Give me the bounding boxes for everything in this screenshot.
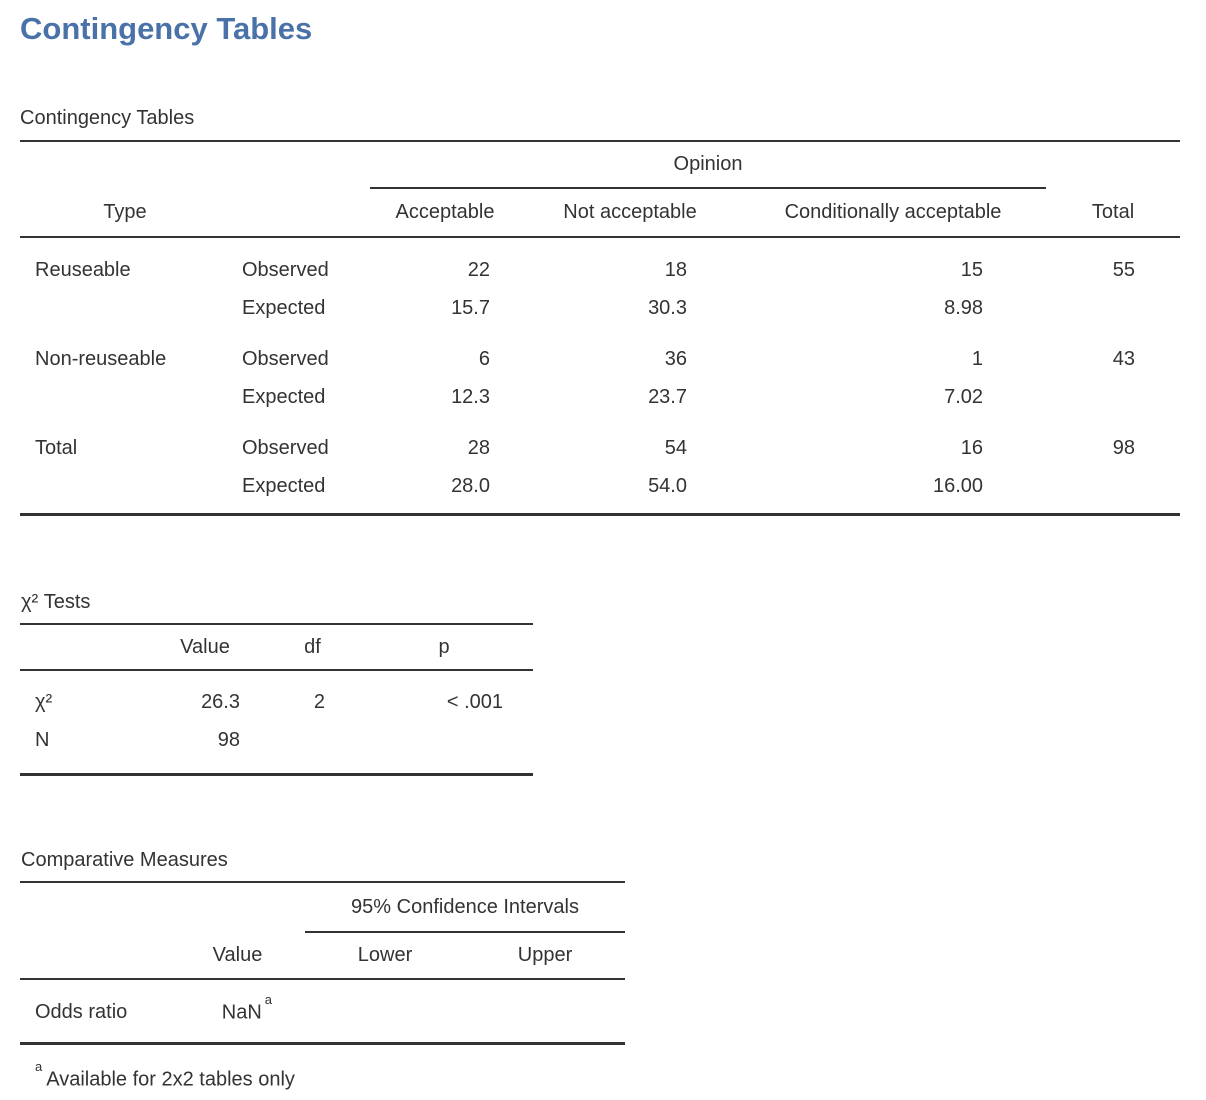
cell-total: 43 xyxy=(1112,347,1136,370)
table-row-nonreuseable-observed xyxy=(20,327,1180,378)
cell-df xyxy=(270,721,355,775)
footnote-marker: a xyxy=(264,992,272,1008)
measure-label: Odds ratio xyxy=(35,1000,128,1023)
statistic-label: N xyxy=(35,728,50,751)
cell-conditionally-acceptable: 16.00 xyxy=(932,474,984,497)
cell-value: 98 xyxy=(217,728,240,751)
footnote-marker: a xyxy=(35,1059,43,1074)
cell-not-acceptable: 54 xyxy=(664,436,687,459)
cell-not-acceptable: 30.3 xyxy=(648,296,687,319)
col-header-measure xyxy=(20,932,170,979)
opinion-spanner-header: Opinion xyxy=(370,141,1046,188)
cell-value: 26.3 xyxy=(201,690,240,713)
footnote-text: Available for 2x2 tables only xyxy=(46,1068,295,1091)
col-header-df: df xyxy=(270,624,355,670)
type-label xyxy=(20,467,230,515)
statistic-label: χ² xyxy=(35,690,53,713)
cell-not-acceptable: 36 xyxy=(664,347,687,370)
col-header-conditionally-acceptable: Conditionally acceptable xyxy=(740,188,1046,237)
table-row-chi-square xyxy=(20,670,533,721)
col-header-value: Value xyxy=(140,624,270,670)
column-header-row xyxy=(20,932,625,979)
col-header-p: p xyxy=(355,624,533,670)
stat-label: Observed xyxy=(242,258,329,281)
contingency-table-caption: Contingency Tables xyxy=(20,107,195,129)
col-header-stat xyxy=(230,188,370,237)
cell-conditionally-acceptable: 15 xyxy=(960,258,984,281)
cell-p xyxy=(355,721,533,775)
col-header-total: Total xyxy=(1046,188,1180,237)
table-row-reuseable-expected xyxy=(20,289,1180,327)
table-footnote xyxy=(35,1061,1186,1093)
cell-conditionally-acceptable: 1 xyxy=(971,347,984,370)
spanner-spacer-total xyxy=(1046,141,1180,188)
odds-ratio-value: NaN xyxy=(221,1001,262,1024)
cell-lower xyxy=(305,979,465,1044)
chi-square-table xyxy=(20,623,533,776)
cell-conditionally-acceptable: 8.98 xyxy=(944,296,984,319)
table-row-nonreuseable-expected xyxy=(20,378,1180,416)
spanner-header-row xyxy=(20,882,625,932)
comparative-table-caption: Comparative Measures xyxy=(21,849,228,871)
spanner-spacer xyxy=(20,882,305,932)
cell-conditionally-acceptable: 16 xyxy=(960,436,984,459)
col-header-not-acceptable: Not acceptable xyxy=(520,188,740,237)
table-row-total-expected xyxy=(20,467,1180,515)
cell-total xyxy=(1046,378,1180,416)
col-header-statistic xyxy=(20,624,140,670)
cell-not-acceptable: 18 xyxy=(664,258,687,281)
comparative-measures-table xyxy=(20,881,625,1045)
contingency-table xyxy=(20,140,1180,516)
cell-upper xyxy=(465,979,625,1044)
column-header-row xyxy=(20,624,533,670)
cell-acceptable: 12.3 xyxy=(451,385,490,408)
spanner-spacer xyxy=(20,141,370,188)
type-label: Non-reuseable xyxy=(35,347,167,370)
column-header-row xyxy=(20,188,1180,237)
cell-conditionally-acceptable: 7.02 xyxy=(944,385,984,408)
type-label: Total xyxy=(35,436,78,459)
stat-label: Expected xyxy=(242,474,326,497)
stat-label: Expected xyxy=(242,385,326,408)
col-header-lower: Lower xyxy=(305,932,465,979)
cell-not-acceptable: 54.0 xyxy=(648,474,687,497)
cell-total: 55 xyxy=(1112,258,1136,281)
page-title: Contingency Tables xyxy=(20,11,313,46)
table-row-total-observed xyxy=(20,416,1180,467)
cell-acceptable: 28 xyxy=(467,436,490,459)
cell-not-acceptable: 23.7 xyxy=(648,385,687,408)
stat-label: Observed xyxy=(242,436,329,459)
cell-value xyxy=(170,979,305,1044)
spanner-header-row xyxy=(20,141,1180,188)
col-header-value: Value xyxy=(170,932,305,979)
col-header-acceptable: Acceptable xyxy=(370,188,520,237)
type-label xyxy=(20,378,230,416)
col-header-upper: Upper xyxy=(465,932,625,979)
cell-total: 98 xyxy=(1112,436,1136,459)
cell-acceptable: 28.0 xyxy=(451,474,490,497)
cell-total xyxy=(1046,467,1180,515)
chi-square-table-caption: χ² Tests xyxy=(21,591,91,613)
cell-acceptable: 6 xyxy=(478,347,490,370)
stat-label: Expected xyxy=(242,296,326,319)
confidence-interval-spanner-header: 95% Confidence Intervals xyxy=(305,882,625,932)
cell-acceptable: 15.7 xyxy=(451,296,490,319)
cell-p: < .001 xyxy=(446,690,503,713)
cell-total xyxy=(1046,289,1180,327)
table-row-odds-ratio xyxy=(20,979,625,1044)
cell-df: 2 xyxy=(313,690,325,713)
type-label xyxy=(20,289,230,327)
col-header-type: Type xyxy=(20,188,230,237)
table-row-reuseable-observed xyxy=(20,237,1180,289)
type-label: Reuseable xyxy=(35,258,131,281)
table-row-n xyxy=(20,721,533,775)
cell-acceptable: 22 xyxy=(467,258,490,281)
stat-label: Observed xyxy=(242,347,329,370)
